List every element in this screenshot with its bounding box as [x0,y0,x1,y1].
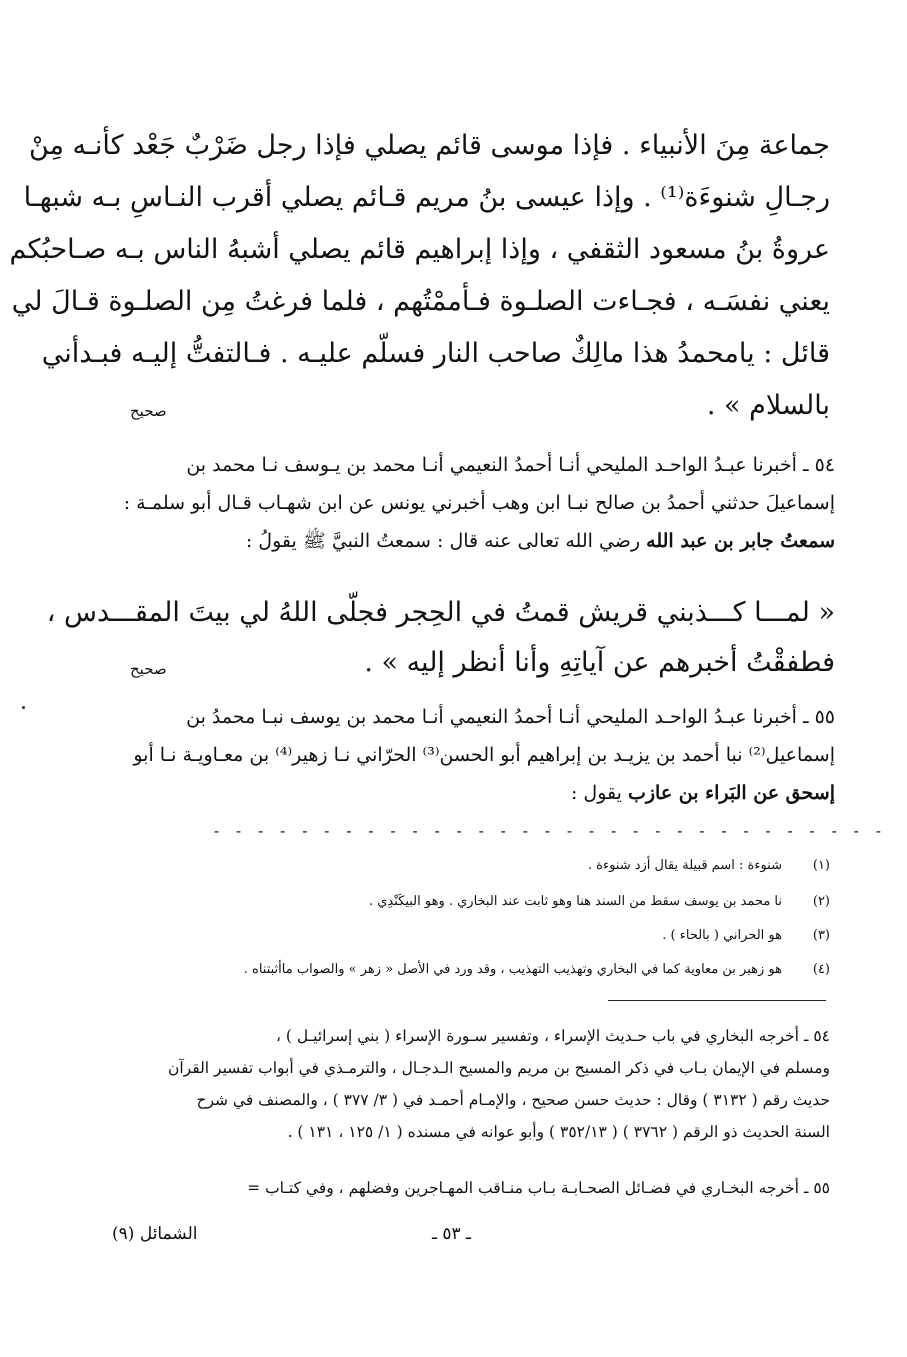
dashed-separator: - - - - - - - - - - - - - - - - - - - - - - - - - - - - - - - [212,822,885,840]
isnad-line: ٥٥ ـ أخبرنا عبـدُ الواحـد المليحي أنـا أحمدُ النعيمي أنـا محمد بن يوسف نبـا محمدُ بن [186,706,835,728]
book-marker: الشمائل (٩) [112,1224,198,1244]
grade-label: صحيح [130,402,167,420]
main-line: يعني نفسَـه ، فجـاءت الصلـوة فـأممْتُهم ، فلما فرغتُ مِن الصلـوة قـالَ لي [11,286,830,317]
page-number: ـ ٥٣ ـ [432,1224,472,1244]
footnote-text: شنوءة : اسم قبيلة يقال أزد شنوءة . [587,858,782,873]
takhrij-line: ٥٥ ـ أخرجه البخـاري في فضـائل الصحـابـة بـاب منـاقب المهـاجرين وفضلهم ، وفي كتـاب = [247,1179,830,1197]
footnote [150,962,830,988]
hadith-54-isnad [125,446,835,560]
narrator-name: سمعتُ جابر بن عبد الله [646,530,835,552]
takhrij-line: حديث رقم ( ٣١٣٢ ) وقال : حديث حسن صحيح ، والإمـام أحمـد في ( ٣/ ٣٧٧ ) ، والمصنف في شرح [196,1091,830,1109]
takhrij-55 [118,1172,830,1204]
footnote-number: (٢) [812,894,830,909]
main-line: جماعة مِنَ الأنبياء . فإذا موسى قائم يصلي فإذا رجل ضَرْبٌ جَعْد كأنـه مِنْ [28,130,830,161]
isnad-line: ٥٤ ـ أخبرنا عبـدُ الواحـد المليحي أنـا أحمدُ النعيمي أنـا محمد بن يـوسف نـا محمد بن [186,454,835,476]
takhrij-54 [118,1020,830,1148]
isnad-tail: رضي الله تعالى عنه قال : سمعتُ النبيَّ ﷺ يقولُ : [245,530,641,552]
footnote-text: نا محمد بن يوسف سقط من السند هنا وهو ثابت عند البخاري . وهو البيكَنْدِي . [368,894,782,909]
isnad-tail: يقول : [570,782,622,804]
takhrij-line: ومسلم في الإيمان بـاب في ذكر المسيح بن مريم والمسيح الـدجـال ، والترمـذي في أبواب تفسير القرآن [167,1059,830,1077]
footnote-text: هو الحراني ( بالحاء ) . [662,928,782,943]
takhrij-line: السنة الحديث ذو الرقم ( ٣٧٦٢ ) ( ٣٥٢/١٣ ) وأبو عوانه في مسنده ( ١/ ١٢٥ ، ١٣١ ) . [287,1123,830,1141]
takhrij-line: ٥٤ ـ أخرجه البخاري في باب حـديث الإسراء ، وتفسير سـورة الإسراء ( بني إسرائيـل ) ، [276,1027,830,1045]
footnote [150,894,830,920]
main-line: بالسلام » . [706,390,830,421]
footnote [150,928,830,954]
main-line: رجـالِ شنوءَة⁽¹⁾ . وإذا عيسى بنُ مريم قـائم يصلي أقرب النـاسِ بـه شبهـا [23,182,830,213]
margin-mark [22,706,25,709]
hadith-54-text [46,588,835,688]
footnote-text: هو زهير بن معاوية كما في البخاري وتهذيب التهذيب ، وقد ورد في الأصل « زهر » والصواب ماأثبتناه . [243,962,782,977]
isnad-line: إسماعيلَ حدثني أحمدُ بن صالح نبـا ابن وهب أخبرني يونس عن ابن شهـاب قـال أبو سلمـة : [123,492,835,514]
footnote-rule [608,1000,826,1001]
hadith-55-isnad [125,698,835,812]
footnote [150,858,830,884]
footnote-number: (١) [812,858,830,873]
main-line: قائل : يامحمدُ هذا مالِكٌ صاحب النار فسلّم عليـه . فـالتفتُّ إليـه فبـدأني [41,338,830,369]
footnote-number: (٤) [812,962,830,977]
main-line: عروةُ بنُ مسعود الثقفي ، وإذا إبراهيم قائم يصلي أشبهُ الناس بـه صـاحبُكم [9,234,830,265]
isnad-line [125,774,835,812]
isnad-line [125,522,835,560]
grade-label: صحيح [130,660,167,678]
isnad-line: إسماعيل⁽²⁾ نبا أحمد بن يزيـد بن إبراهيم أبو الحسن⁽³⁾ الحرّاني نـا زهير⁽⁴⁾ بن معـاويـة نـا أبو [133,744,835,766]
footnote-number: (٣) [812,928,830,943]
hadith-line: « لمـــا كـــذبني قريش قمتُ في الحِجر فجلّى اللهُ لي بيتَ المقـــدس ، [46,597,835,628]
hadith-line: فطفقْتُ أخبرهم عن آياتِهِ وأنا أنظر إليه » . [364,647,835,678]
narrator-name: إسحق عن البَراء بن عازب [627,782,835,804]
main-text [9,120,830,432]
